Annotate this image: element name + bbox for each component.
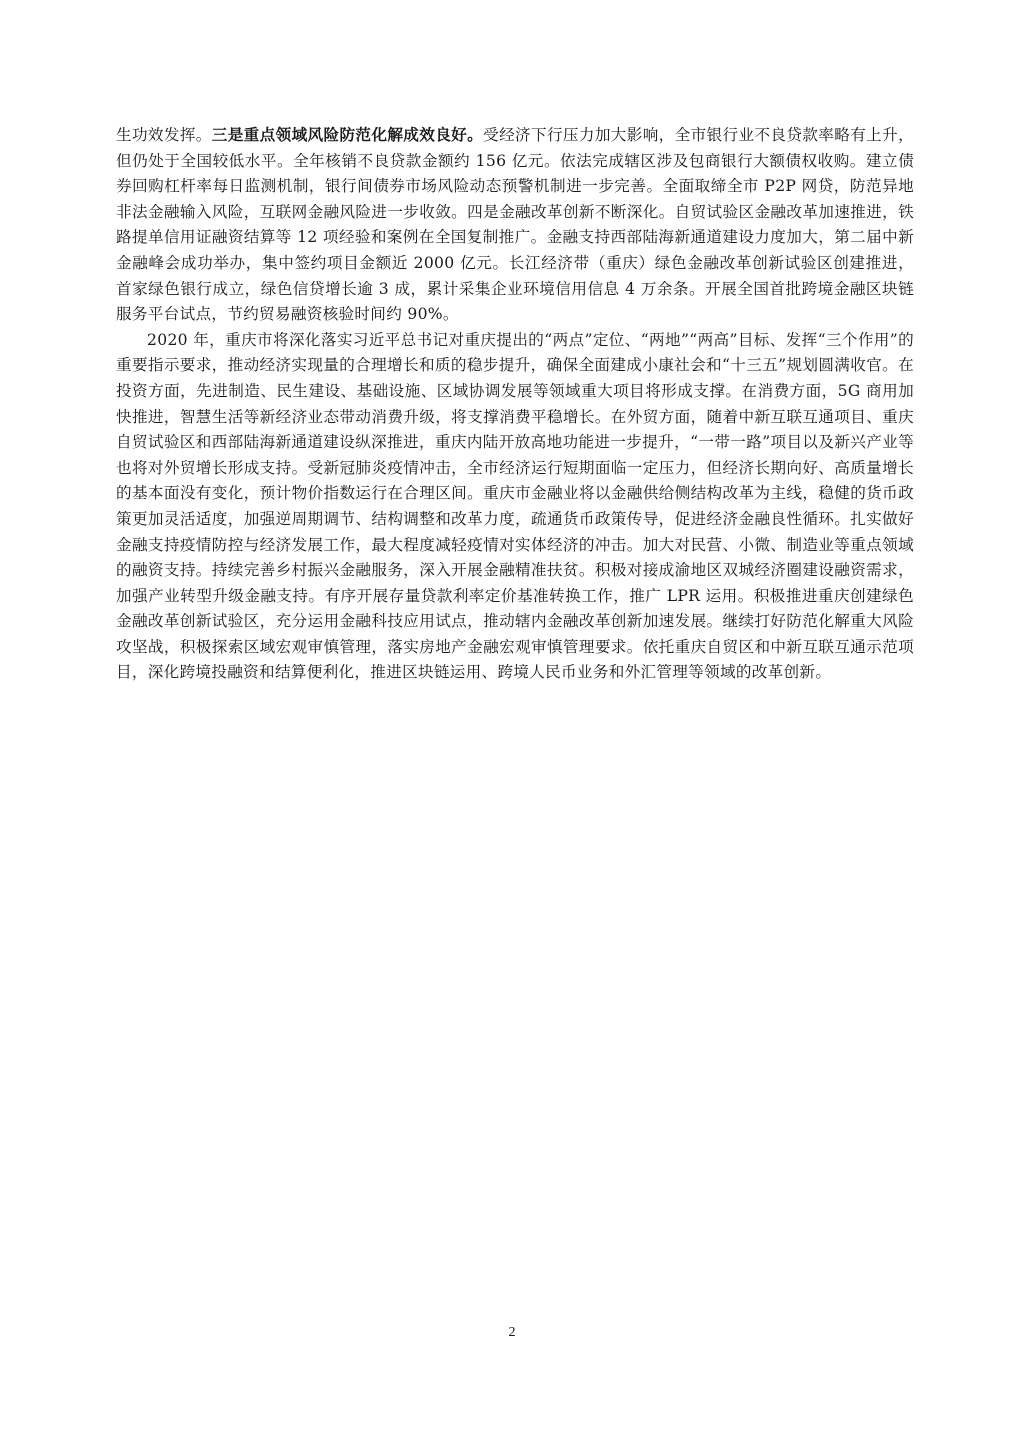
paragraph-risk-and-reform [116, 122, 914, 328]
page-number: 2 [508, 1325, 516, 1340]
body-text [116, 122, 914, 686]
paragraph-body-text: 2020 年，重庆市将深化落实习近平总书记对重庆提出的“两点”定位、“两地”“两高”目标、发挥“三个作用”的重要指示要求，推动经济实现量的合理增长和质的稳步提升，确保全面建成小康社会和“十三五”规划圆满收官。在投资方面，先进制造、民生建设、基础设施、区域协调发展等领域重大项目将形成支撑。在消费方面，5G 商用加快推进，智慧生活等新经济业态带动消费升级，将支撑消费平稳增长。在外贸方面，随着中新互联互通项目、重庆自贸试验区和西部陆海新通道建设纵深推进，重庆内陆开放高地功能进一步提升，“一带一路”项目以及新兴产业等也将对外贸增长形成支持。受新冠肺炎疫情冲击，全市经济运行短期面临一定压力，但经济长期向好、高质量增长的基本面没有变化，预计物价指数运行在合理区间。重庆市金融业将以金融供给侧结构改革为主线，稳健的货币政策更加灵活适度，加强逆周期调节、结构调整和改革力度，疏通货币政策传导，促进经济金融良性循环。扎实做好金融支持疫情防控与经济发展工作，最大程度减轻疫情对实体经济的冲击。加大对民营、小微、制造业等重点领域的融资支持。持续完善乡村振兴金融服务，深入开展金融精准扶贫。积极对接成渝地区双城经济圈建设融资需求，加强产业转型升级金融支持。有序开展存量贷款利率定价基准转换工作，推广 LPR 运用。积极推进重庆创建绿色金融改革创新试验区，充分运用金融科技应用试点，推动辖内金融改革创新加速发展。继续打好防范化解重大风险攻坚战，积极探索区域宏观审慎管理，落实房地产金融宏观审慎管理要求。依托重庆自贸区和中新互联互通示范项目，深化跨境投融资和结算便利化，推进区块链运用、跨境人民币业务和外汇管理等领域的改革创新。 [116, 330, 914, 682]
bold-heading-risk-prevention: 三是重点领域风险防范化解成效良好。 [211, 125, 484, 144]
paragraph-lead-text: 生功效发挥。 [116, 126, 212, 144]
paragraph-2020-outlook [116, 328, 914, 686]
paragraph-body-text: 受经济下行压力加大影响，全市银行业不良贷款率略有上升，但仍处于全国较低水平。全年核销不良贷款金额约 156 亿元。依法完成辖区涉及包商银行大额债权收购。建立债券回购杠杆率每日监测机制，银行间债券市场风险动态预警机制进一步完善。全面取缔全市 P2P 网贷，防范异地非法金融输入风险，互联网金融风险进一步收敛。四是金融改革创新不断深化。自贸试验区金融改革加速推进，铁路提单信用证融资结算等 12 项经验和案例在全国复制推广。金融支持西部陆海新通道建设力度加大，第二届中新金融峰会成功举办，集中签约项目金额近 2000 亿元。长江经济带（重庆）绿色金融改革创新试验区创建推进，首家绿色银行成立，绿色信贷增长逾 3 成，累计采集企业环境信用信息 4 万余条。开展全国首批跨境金融区块链服务平台试点，节约贸易融资核验时间约 90%。 [116, 126, 914, 324]
